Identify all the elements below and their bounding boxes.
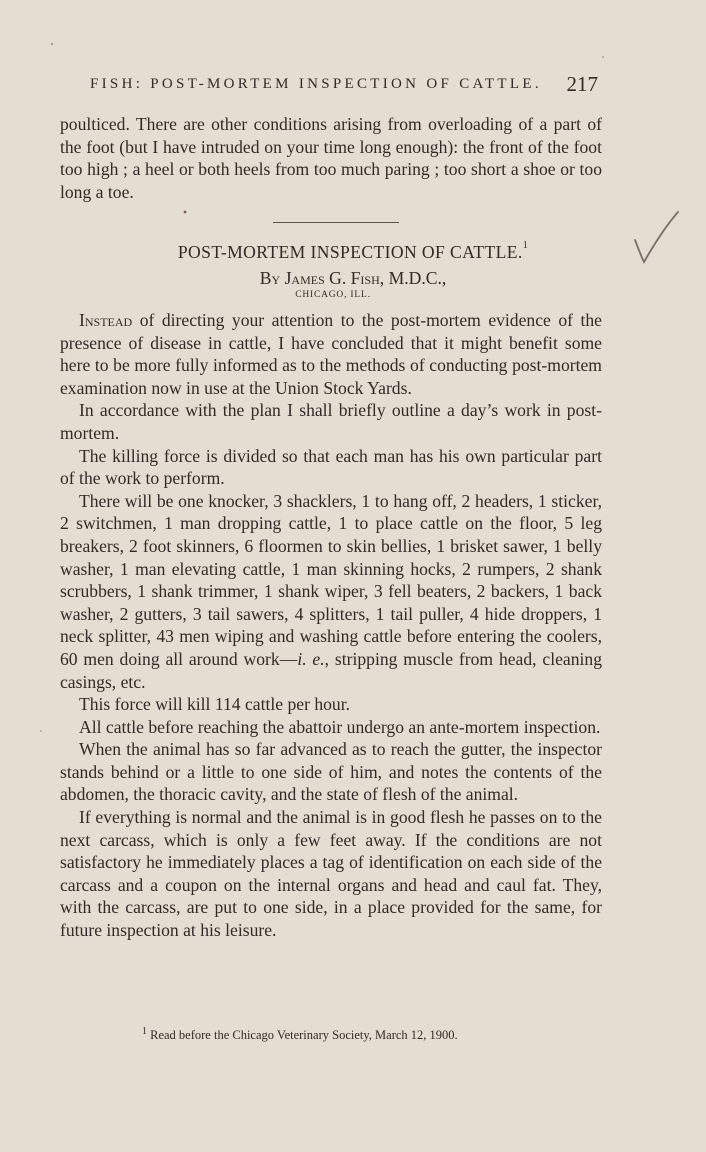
paragraph <box>60 490 602 693</box>
footnote <box>142 1028 458 1043</box>
paragraph-text: There will be one knocker, 3 shacklers, 1 to hang off, 2 headers, 1 sticker, 2 switchmen, 1 man dropping cattle, 1 to place cattle on the floor, 5 leg breakers, 2 foot skinners, 6 floormen to skin bellies, 1 brisket sawer, 1 belly washer, 1 man elevating cattle, 1 man skinning hocks, 2 rumpers, 2 shank scrubbers, 1 shank trimmer, 1 shank wiper, 3 fell beaters, 2 backers, 1 back washer, 2 gutters, 3 tail sawers, 4 splitters, 1 tail puller, 4 hide droppers, 1 neck splitter, 43 men wiping and washing cattle before entering the coolers, 60 men doing all around work— <box>60 490 602 669</box>
byline <box>0 268 706 289</box>
paragraph-lead-word: Instead <box>79 310 133 330</box>
paragraph: In accordance with the plan I shall briefly outline a day’s work in post-mortem. <box>60 400 602 443</box>
paragraph: The killing force is divided so that each man has his own particular part of the work to perform. <box>60 445 602 489</box>
paragraph: This force will kill 114 cattle per hour. <box>79 694 351 715</box>
article-body <box>60 309 602 942</box>
paragraph-text: of directing your attention to the post-mortem evidence of the presence of disease in cattle, I have concluded that it might benefit some here to be more fully informed as to the methods of conducting post-mortem examination now in use at the Union Stock Yards. <box>60 310 602 398</box>
section-divider <box>273 222 399 223</box>
paragraph <box>60 309 602 399</box>
article-title <box>0 242 706 263</box>
article-title-text: POST-MORTEM INSPECTION OF CATTLE. <box>177 242 523 262</box>
paragraph-text: , stripping muscle from head, cleaning casings, etc. <box>60 648 602 692</box>
continuation-paragraph: poulticed. There are other conditions arising from overloading of a part of the foot (but I have intruded on your time long enough): the front of the foot too high ; a heel or both heels from too much paring ; too short a shoe or too long a toe. <box>60 114 602 202</box>
running-head-title: FISH: POST-MORTEM INSPECTION OF CATTLE. <box>90 76 542 92</box>
running-head <box>90 74 600 96</box>
paragraph: All cattle before reaching the abattoir undergo an ante-mortem inspection. <box>79 716 601 737</box>
paragraph: If everything is normal and the animal is in good flesh he passes on to the next carcass, which is only a few feet away. If the conditions are not satisfactory he immediately places a tag of identification on each side of the carcass and a coupon on the internal organs and head and caul fat. They, with the carcass, are put to one side, in a place provided for the same, for future inspection at his leisure. <box>60 807 602 941</box>
footnote-mark: 1 <box>142 1026 147 1037</box>
author-name: James G. Fish, M.D.C., <box>284 268 447 288</box>
paragraph: When the animal has so far advanced as to reach the gutter, the inspector stands behind or a little to one side of him, and notes the contents of the abdomen, the thoracic cavity, and the state of flesh of the animal. <box>60 739 602 805</box>
footnote-text: Read before the Chicago Veterinary Society, March 12, 1900. <box>150 1028 458 1042</box>
title-footnote-mark: 1 <box>522 240 529 251</box>
byline-prefix: By <box>259 268 281 288</box>
author-location: CHICAGO, ILL. <box>295 290 371 300</box>
italic-abbreviation: i. e. <box>297 648 325 669</box>
continuation-text <box>60 113 602 203</box>
page-number: 217 <box>566 72 598 96</box>
